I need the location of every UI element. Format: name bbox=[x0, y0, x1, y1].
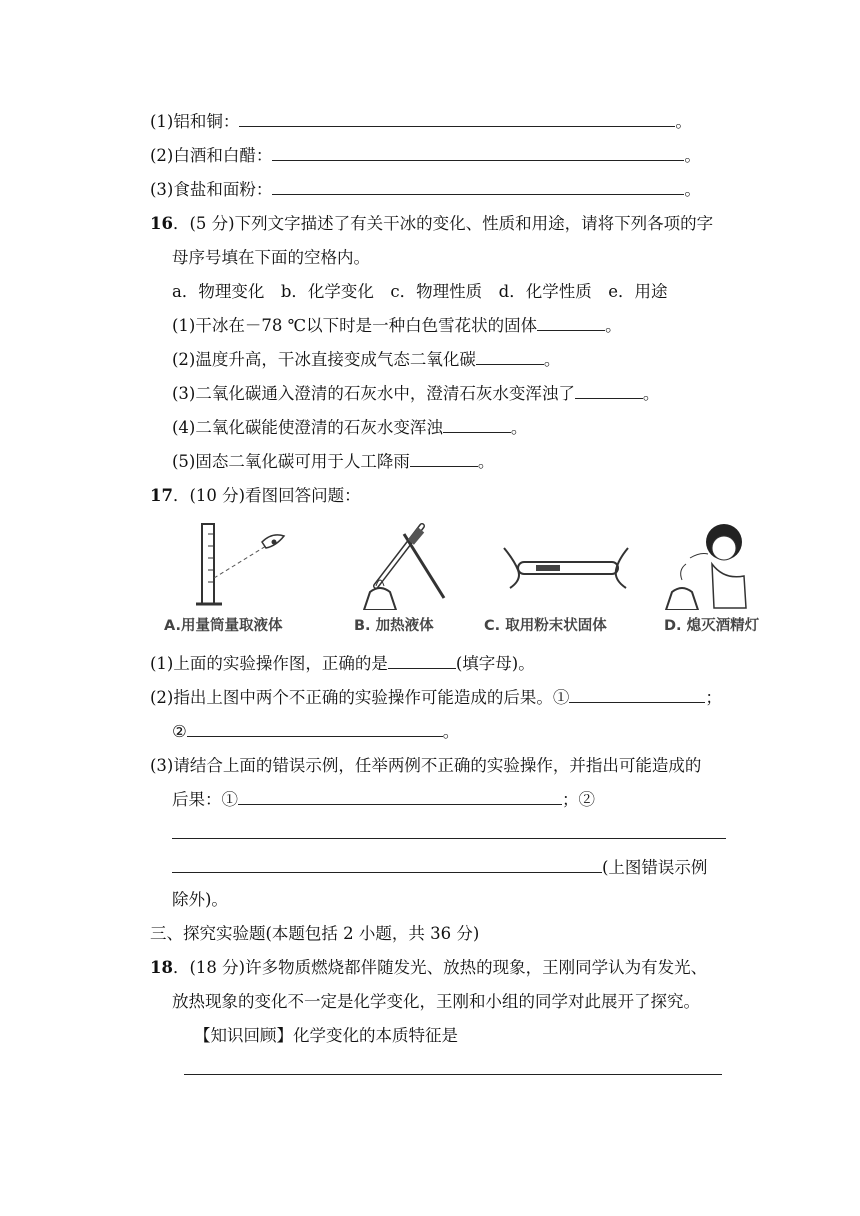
q15-item-3 bbox=[150, 178, 701, 202]
q16-stem-line2: 母序号填在下面的空格内。 bbox=[172, 248, 370, 267]
period: 。 bbox=[477, 452, 495, 471]
q17-sub3-note: (上图错误示例 bbox=[602, 858, 708, 877]
q17-sub3-line4 bbox=[172, 856, 707, 880]
q15-item-1-label: (1)铝和铜： bbox=[150, 112, 240, 131]
answer-blank[interactable] bbox=[476, 348, 544, 365]
answer-blank[interactable] bbox=[569, 686, 705, 703]
q17-sub3-line5: 除外)。 bbox=[172, 890, 228, 909]
q17-sub3-mid: ；② bbox=[562, 790, 595, 809]
q16-item-text: (3)二氧化碳通入澄清的石灰水中，澄清石灰水变浑浊了 bbox=[172, 384, 575, 403]
question-number: 18 bbox=[150, 958, 173, 977]
q17-sub3-line2 bbox=[172, 788, 595, 812]
answer-blank[interactable] bbox=[238, 788, 562, 805]
q17-stem bbox=[150, 484, 361, 508]
q18-stem-line2: 放热现象的变化不一定是化学变化，王刚和小组的同学对此展开了探究。 bbox=[172, 992, 700, 1011]
period: 。 bbox=[684, 180, 701, 199]
q16-item-text: (5)固态二氧化碳可用于人工降雨 bbox=[172, 452, 410, 471]
section-title: 三、探究实验题(本题包括 2 小题，共 36 分) bbox=[150, 924, 480, 943]
period: 。 bbox=[675, 112, 692, 131]
q16-item-text: (4)二氧化碳能使澄清的石灰水变浑浊 bbox=[172, 418, 443, 437]
q18-stem-text: ．(18 分)许多物质燃烧都伴随发光、放热的现象，王刚同学认为有发光、 bbox=[172, 958, 708, 977]
q15-item-2 bbox=[150, 144, 701, 168]
q18-knowledge-review: 【知识回顾】化学变化的本质特征是 bbox=[194, 1026, 458, 1045]
period: 。 bbox=[605, 316, 622, 335]
q16-item-text: (2)温度升高，干冰直接变成气态二氧化碳 bbox=[172, 350, 476, 369]
question-number: 17 bbox=[150, 486, 173, 505]
answer-line[interactable] bbox=[172, 838, 726, 839]
q18-stem bbox=[150, 956, 707, 980]
q16-item-5 bbox=[172, 450, 494, 474]
q17-sub2-text: (2)指出上图中两个不正确的实验操作可能造成的后果。① bbox=[150, 688, 570, 707]
period: 。 bbox=[543, 350, 561, 369]
q16-item-2 bbox=[172, 348, 560, 372]
q17-sub1-text: (1)上面的实验操作图，正确的是 bbox=[150, 654, 388, 673]
q17-sub2 bbox=[150, 686, 722, 710]
q17-sub1-suffix: (填字母)。 bbox=[455, 654, 535, 673]
q17-sub1 bbox=[150, 652, 535, 676]
answer-blank[interactable] bbox=[575, 382, 643, 399]
question-number: 16 bbox=[150, 214, 173, 233]
answer-blank[interactable] bbox=[272, 178, 684, 195]
q16-stem bbox=[150, 212, 713, 236]
q15-item-1 bbox=[150, 110, 692, 134]
caption-d: D. 熄灭酒精灯 bbox=[664, 618, 760, 634]
q16-item-4 bbox=[172, 416, 527, 440]
q17-sub3: (3)请结合上面的错误示例，任举两例不正确的实验操作，并指出可能造成的 bbox=[150, 756, 702, 775]
answer-line[interactable] bbox=[184, 1074, 722, 1075]
answer-blank[interactable] bbox=[187, 720, 443, 737]
caption-b: B. 加热液体 bbox=[354, 618, 434, 634]
period: 。 bbox=[442, 722, 460, 741]
answer-blank[interactable] bbox=[410, 450, 478, 467]
period: 。 bbox=[510, 418, 528, 437]
answer-blank[interactable] bbox=[443, 416, 511, 433]
q16-item-text: (1)干冰在－78 ℃以下时是一种白色雪花状的固体 bbox=[172, 316, 538, 335]
lab-operations-figure bbox=[150, 518, 790, 638]
q17-stem-text: ．(10 分)看图回答问题： bbox=[172, 486, 361, 505]
period: 。 bbox=[684, 146, 701, 165]
q15-item-2-label: (2)白酒和白醋： bbox=[150, 146, 273, 165]
answer-blank[interactable] bbox=[537, 314, 605, 331]
answer-blank[interactable] bbox=[239, 110, 675, 127]
q16-stem-text: ．(5 分)下列文字描述了有关干冰的变化、性质和用途，请将下列各项的字 bbox=[172, 214, 714, 233]
semicolon: ； bbox=[705, 688, 722, 707]
q16-item-1 bbox=[172, 314, 622, 338]
answer-blank[interactable] bbox=[388, 652, 456, 669]
q16-item-3 bbox=[172, 382, 659, 406]
period: 。 bbox=[642, 384, 660, 403]
graduated-cylinder-illustration bbox=[170, 518, 290, 610]
answer-blank[interactable] bbox=[272, 144, 684, 161]
q17-sub3-prefix: 后果：① bbox=[172, 790, 238, 809]
q17-sub2-line2 bbox=[172, 720, 459, 744]
caption-a: A.用量筒量取液体 bbox=[164, 618, 283, 634]
q15-item-3-label: (3)食盐和面粉： bbox=[150, 180, 273, 199]
heating-liquid-illustration bbox=[346, 518, 466, 610]
circled-two: ② bbox=[172, 722, 187, 741]
q16-options: a．物理变化 b．化学变化 c．物理性质 d．化学性质 e．用途 bbox=[172, 282, 668, 301]
extinguish-lamp-illustration bbox=[660, 518, 780, 610]
powder-spatula-illustration bbox=[496, 518, 636, 610]
caption-c: C. 取用粉末状固体 bbox=[484, 618, 607, 634]
answer-blank[interactable] bbox=[172, 856, 602, 873]
